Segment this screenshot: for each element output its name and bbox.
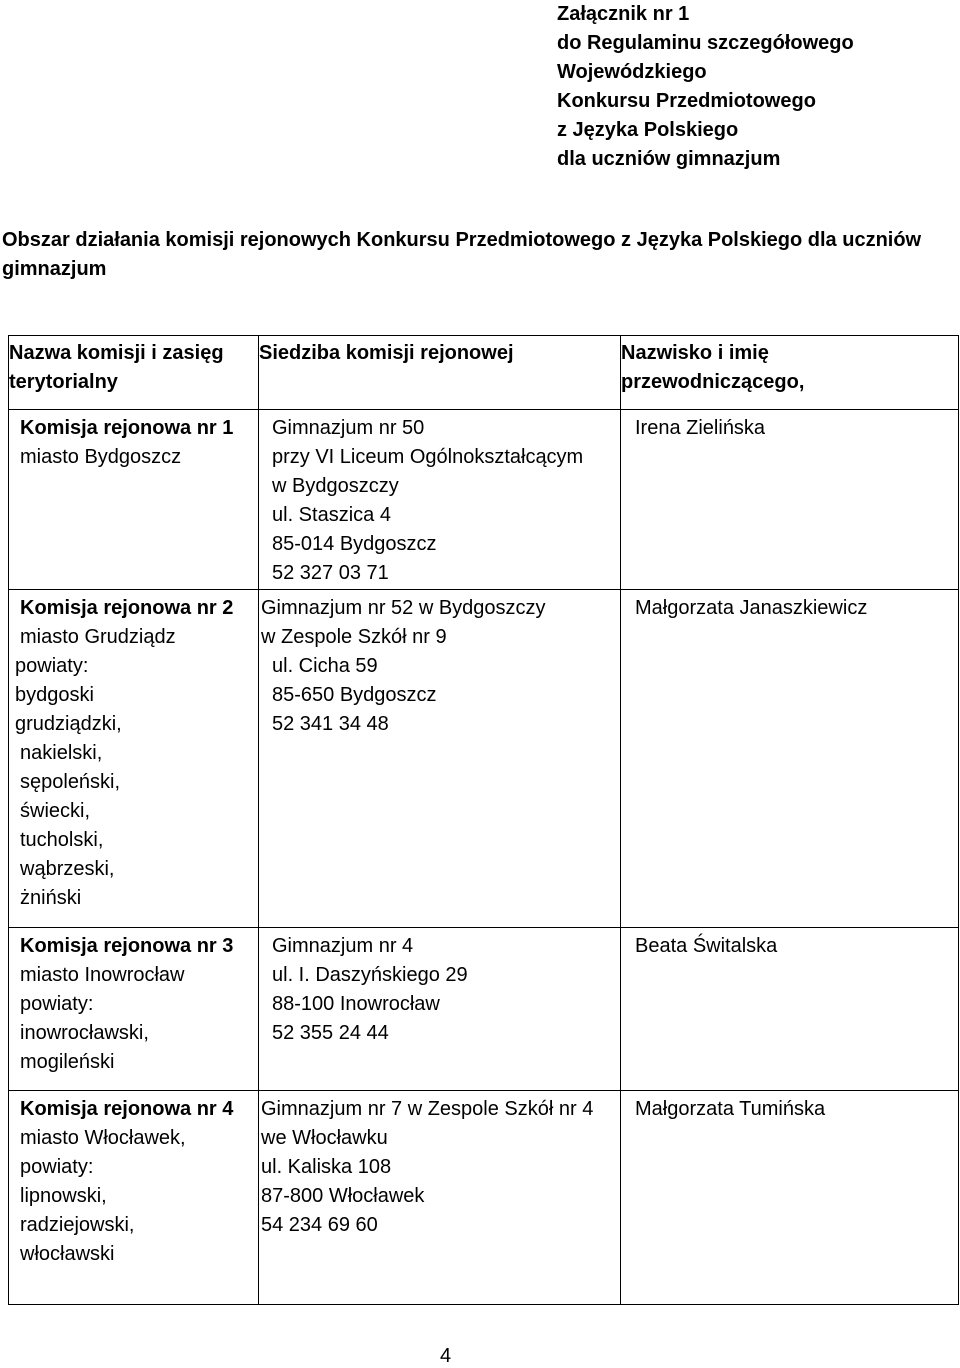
seat-line: ul. I. Daszyńskiego 29	[272, 964, 468, 986]
seat-line: 52 355 24 44	[272, 1022, 389, 1044]
committee-seat-cell	[259, 928, 621, 1091]
area-line: wąbrzeski,	[20, 858, 115, 880]
committee-seat-cell	[259, 410, 621, 590]
committee-name: Komisja rejonowa nr 3	[20, 935, 234, 957]
seat-line: Gimnazjum nr 4	[272, 935, 414, 957]
area-line: miasto Włocławek,	[20, 1127, 186, 1149]
chairperson-name: Beata Świtalska	[635, 935, 778, 957]
area-line: sępoleński,	[20, 771, 121, 793]
header-committee-name	[9, 336, 259, 410]
area-line: żniński	[20, 887, 82, 909]
committee-name: Komisja rejonowa nr 4	[20, 1098, 234, 1120]
area-line: powiaty:	[20, 1156, 94, 1178]
area-line: grudziądzki,	[15, 713, 122, 735]
seat-line: 85-014 Bydgoszcz	[272, 533, 437, 555]
seat-line: w Bydgoszczy	[272, 475, 399, 497]
header-text: terytorialny	[9, 371, 118, 393]
chairperson-cell	[621, 928, 959, 1091]
header-committee-seat	[259, 336, 621, 410]
seat-line: 52 341 34 48	[272, 713, 389, 735]
area-line: włocławski	[20, 1243, 115, 1265]
seat-line: 85-650 Bydgoszcz	[272, 684, 437, 706]
table-row	[9, 928, 959, 1091]
seat-line: przy VI Liceum Ogólnokształcącym	[272, 446, 584, 468]
area-line: miasto Bydgoszcz	[20, 446, 182, 468]
seat-line: ul. Cicha 59	[272, 655, 378, 677]
attachment-line: Wojewódzkiego	[557, 61, 707, 83]
seat-line: Gimnazjum nr 50	[272, 417, 425, 439]
area-line: mogileński	[20, 1051, 115, 1073]
table-header-row	[9, 336, 959, 410]
committee-name-cell	[9, 410, 259, 590]
area-line: miasto Grudziądz	[20, 626, 176, 648]
attachment-line: Konkursu Przedmiotowego	[557, 90, 816, 112]
attachment-line: dla uczniów gimnazjum	[557, 148, 781, 170]
area-line: świecki,	[20, 800, 91, 822]
attachment-line: z Języka Polskiego	[557, 119, 739, 141]
chairperson-name: Małgorzata Tumińska	[635, 1098, 826, 1120]
table-row	[9, 1091, 959, 1305]
header-text: Siedziba komisji rejonowej	[259, 342, 514, 364]
area-line: radziejowski,	[20, 1214, 135, 1236]
area-line: miasto Inowrocław	[20, 964, 185, 986]
page-number: 4	[440, 1345, 452, 1367]
seat-line: 54 234 69 60	[261, 1214, 378, 1236]
seat-line: 52 327 03 71	[272, 562, 389, 584]
area-line: lipnowski,	[20, 1185, 107, 1207]
header-text: przewodniczącego,	[621, 371, 805, 393]
header-chairperson	[621, 336, 959, 410]
seat-line: 88-100 Inowrocław	[272, 993, 440, 1015]
chairperson-name: Irena Zielińska	[635, 417, 766, 439]
chairperson-cell	[621, 1091, 959, 1305]
committee-seat-cell	[259, 590, 621, 928]
document-heading: Obszar działania komisji rejonowych Konkursu Przedmiotowego z Języka Polskiego dla uczniów gimnazjum	[2, 229, 922, 280]
header-text: Nazwa komisji i zasięg	[9, 342, 224, 364]
area-line: nakielski,	[20, 742, 103, 764]
chairperson-name: Małgorzata Janaszkiewicz	[635, 597, 868, 619]
seat-line: Gimnazjum nr 52 w Bydgoszczy	[261, 597, 546, 619]
area-line: powiaty:	[15, 655, 89, 677]
committee-seat-cell	[259, 1091, 621, 1305]
seat-line: Gimnazjum nr 7 w Zespole Szkół nr 4	[261, 1098, 594, 1120]
attachment-header	[557, 0, 854, 174]
area-line: inowrocławski,	[20, 1022, 149, 1044]
seat-line: ul. Staszica 4	[272, 504, 391, 526]
chairperson-cell	[621, 590, 959, 928]
seat-line: we Włocławku	[261, 1127, 388, 1149]
chairperson-cell	[621, 410, 959, 590]
area-line: tucholski,	[20, 829, 104, 851]
table-row	[9, 590, 959, 928]
committee-name: Komisja rejonowa nr 2	[20, 597, 234, 619]
committee-name: Komisja rejonowa nr 1	[20, 417, 234, 439]
committee-name-cell	[9, 1091, 259, 1305]
committees-table	[8, 335, 959, 1305]
table-row	[9, 410, 959, 590]
seat-line: w Zespole Szkół nr 9	[261, 626, 447, 648]
attachment-line: do Regulaminu szczegółowego	[557, 32, 854, 54]
committee-name-cell	[9, 928, 259, 1091]
seat-line: ul. Kaliska 108	[261, 1156, 392, 1178]
area-line: bydgoski	[15, 684, 94, 706]
committee-name-cell	[9, 590, 259, 928]
seat-line: 87-800 Włocławek	[261, 1185, 425, 1207]
area-line: powiaty:	[20, 993, 94, 1015]
attachment-line: Załącznik nr 1	[557, 3, 690, 25]
header-text: Nazwisko i imię	[621, 342, 769, 364]
